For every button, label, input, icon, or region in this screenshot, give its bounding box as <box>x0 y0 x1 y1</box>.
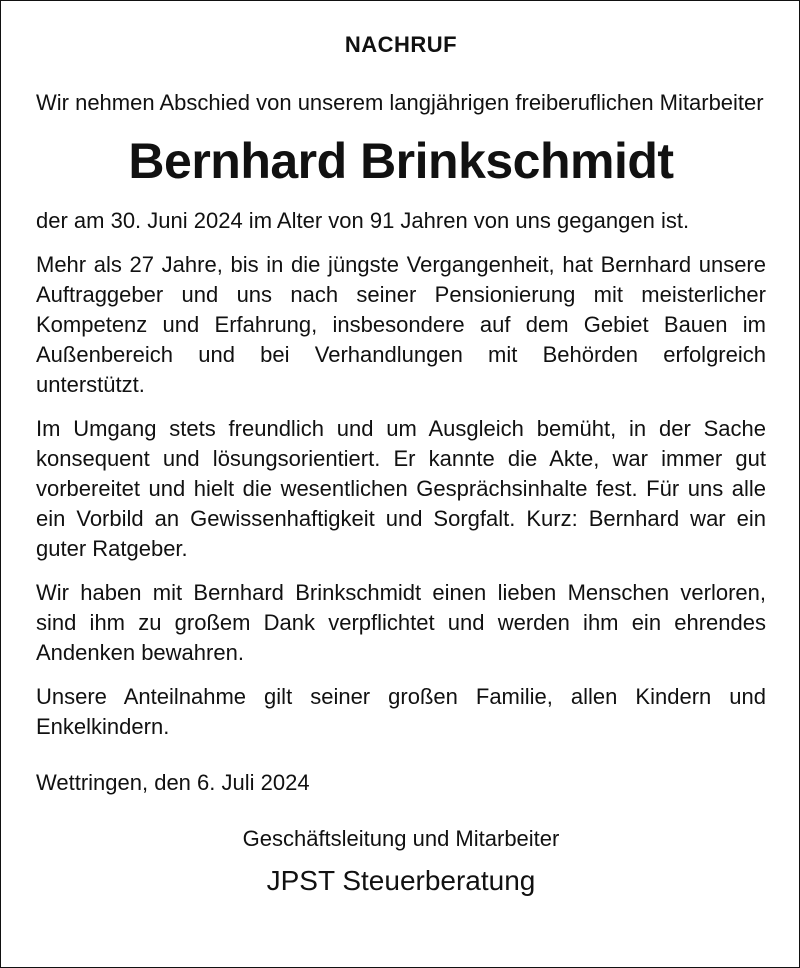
paragraph-gratitude: Wir haben mit Bernhard Brinkschmidt einen lieben Menschen verloren, sind ihm zu großem Dank verpflichtet und werden ihm ein ehrendes Andenken bewahren. <box>36 580 766 665</box>
intro-text: Wir nehmen Abschied von unserem langjährigen freiberuflichen Mitarbeiter <box>36 90 764 115</box>
death-line: der am 30. Juni 2024 im Alter von 91 Jahren von uns gegangen ist. <box>36 208 690 233</box>
paragraph-condolence: Unsere Anteilnahme gilt seiner großen Familie, allen Kindern und Enkelkindern. <box>36 684 766 739</box>
paragraph-career: Mehr als 27 Jahre, bis in die jüngste Vergangenheit, hat Bernhard unsere Auftraggeber und uns nach seiner Pensionierung mit meisterlicher Kompetenz und Erfahrung, insbesondere auf dem Gebiet Bauen im Außenbereich und bei Verhandlungen mit Behörden erfolgreich unterstützt. <box>36 252 766 397</box>
signer: Geschäftsleitung und Mitarbeiter <box>242 826 560 851</box>
place-date: Wettringen, den 6. Juli 2024 <box>36 770 310 795</box>
firm-name: JPST Steuerberatung <box>266 865 536 896</box>
deceased-name: Bernhard Brinkschmidt <box>128 133 674 189</box>
obituary-notice <box>36 28 766 900</box>
paragraph-character: Im Umgang stets freundlich und um Ausgleich bemüht, in der Sache konsequent und lösungsorientiert. Er kannte die Akte, war immer gut vorbereitet und hielt die wesentlichen Gesprächsinhalte fest. Für uns alle ein Vorbild an Gewissenhaftigkeit und Sorgfalt. Kurz: Bernhard war ein guter Ratgeber. <box>36 416 766 561</box>
notice-heading: NACHRUF <box>344 32 458 57</box>
